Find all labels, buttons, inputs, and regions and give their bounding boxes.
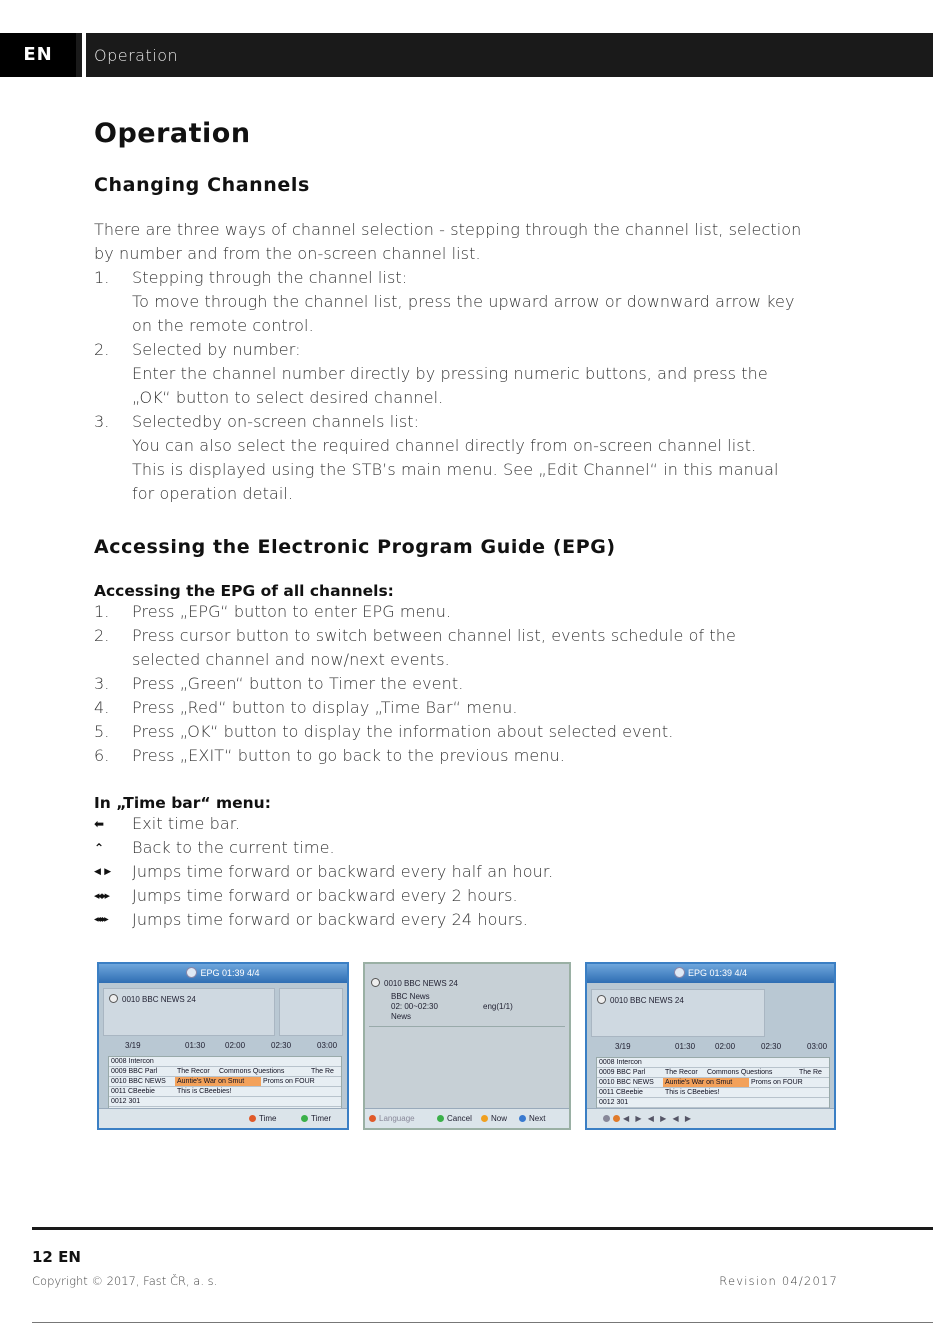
time-button[interactable]: Time — [249, 1114, 276, 1123]
list-item-detail — [94, 362, 854, 386]
list-item — [94, 266, 854, 290]
item-number: 1. — [94, 268, 110, 287]
item-number: 6. — [94, 746, 110, 765]
language-button[interactable]: Language — [369, 1114, 415, 1123]
content — [94, 118, 854, 932]
globe-icon — [674, 967, 685, 978]
channel-name: 0010 BBC NEWS 24 — [610, 996, 684, 1005]
table-row[interactable]: 0010 BBC NEWS Auntie's War on Smut Proms on FOUR — [597, 1078, 829, 1088]
table-row[interactable]: 0009 BBC Parl The Recor Commons Questions The Re — [597, 1068, 829, 1078]
intro-line: by number and from the on-screen channel list. — [94, 244, 481, 263]
channel-name: 0010 BBC NEWS 24 — [122, 995, 196, 1004]
copyright: Copyright © 2017, Fast ČR, a. s. — [32, 1274, 218, 1288]
timebar-item — [94, 836, 854, 860]
timebar-item — [94, 884, 854, 908]
list-item — [94, 696, 854, 720]
item-line: Press „OK“ button to display the information about selected event. — [132, 722, 674, 741]
epg-date: 3/19 — [125, 1041, 141, 1050]
time-label: 02:00 — [225, 1041, 246, 1050]
info-description — [369, 1026, 565, 1082]
item-line: You can also select the required channel directly from on-screen channel list. — [132, 436, 757, 455]
current-time-icon — [613, 1115, 620, 1122]
green-dot-icon — [301, 1115, 308, 1122]
list-item-detail — [94, 314, 854, 338]
item-title: Stepping through the channel list: — [132, 268, 408, 287]
epg-date: 3/19 — [615, 1042, 631, 1051]
table-row[interactable]: 0011 CBeebie This is CBeebies! — [597, 1088, 829, 1098]
epg-footer — [99, 1108, 347, 1128]
list-item — [94, 744, 854, 768]
bottom-line — [32, 1322, 933, 1323]
yellow-dot-icon — [481, 1115, 488, 1122]
info-channel: 0010 BBC NEWS 24 — [371, 978, 458, 988]
exit-icon — [603, 1115, 610, 1122]
page-title: Operation — [94, 118, 251, 149]
timebar-text: Jumps time forward or backward every half an hour. — [132, 862, 554, 881]
item-line: Press „EXIT“ button to go back to the previous menu. — [132, 746, 565, 765]
item-number: 5. — [94, 722, 110, 741]
item-title: Selected by number: — [132, 340, 301, 359]
table-row[interactable]: 0011 CBeebie This is CBeebies! — [109, 1087, 341, 1097]
item-line: for operation detail. — [132, 484, 294, 503]
changing-heading: Changing Channels — [94, 174, 310, 196]
info-line: 02: 00~02:30 — [391, 1002, 438, 1011]
time-label: 01:30 — [675, 1042, 696, 1051]
play-icon — [597, 995, 606, 1004]
item-number: 1. — [94, 602, 110, 621]
list-item — [94, 672, 854, 696]
table-row[interactable]: 0012 301 — [109, 1097, 341, 1107]
red-dot-icon — [249, 1115, 256, 1122]
channel-info-box — [591, 989, 765, 1037]
timebar-subheading: In „Time bar“ menu: — [94, 794, 271, 812]
item-line: selected channel and now/next events. — [132, 650, 450, 669]
item-number: 2. — [94, 340, 110, 359]
item-line: Press „Green“ button to Timer the event. — [132, 674, 464, 693]
table-row[interactable]: 0012 301 — [597, 1098, 829, 1108]
back-arrow-icon: ⬅ — [94, 817, 105, 831]
timebar-text: Jumps time forward or backward every 2 hours. — [132, 886, 518, 905]
table-row[interactable]: 0008 Intercon — [597, 1058, 829, 1068]
item-number: 4. — [94, 698, 110, 717]
time-label: 02:30 — [761, 1042, 782, 1051]
list-item-detail — [94, 290, 854, 314]
time-label: 01:30 — [185, 1041, 206, 1050]
table-row[interactable]: 0008 Intercon — [109, 1057, 341, 1067]
timebar-footer — [587, 1108, 834, 1128]
list-item — [94, 720, 854, 744]
left-right-arrows-icon: ◀ ▶ — [94, 867, 112, 877]
timebar-controls[interactable]: ◀ ▶ ◀ ▶ ◀ ▶ — [603, 1114, 693, 1123]
cancel-button[interactable]: Cancel — [437, 1114, 472, 1123]
item-line: This is displayed using the STB’s main menu. See „Edit Channel“ in this manual — [132, 460, 779, 479]
green-dot-icon — [437, 1115, 444, 1122]
next-button[interactable]: Next — [519, 1114, 545, 1123]
epg-grid — [108, 1056, 342, 1109]
item-line: Press „Red“ button to display „Time Bar“ menu. — [132, 698, 518, 717]
red-dot-icon — [369, 1115, 376, 1122]
item-line: Press cursor button to switch between channel list, events schedule of the — [132, 626, 736, 645]
time-label: 02:30 — [271, 1041, 292, 1050]
list-item — [94, 410, 854, 434]
channel-info-box — [103, 988, 275, 1036]
info-line: BBC News — [391, 992, 430, 1001]
time-label: 03:00 — [807, 1042, 828, 1051]
item-line: Enter the channel number directly by pressing numeric buttons, and press the — [132, 364, 768, 383]
intro-line: There are three ways of channel selection - stepping through the channel list, selection — [94, 220, 802, 239]
caret-up-icon: ⌃ — [94, 841, 105, 855]
item-title: Selectedby on-screen channels list: — [132, 412, 420, 431]
preview-box — [279, 988, 343, 1036]
play-icon — [109, 994, 118, 1003]
footer-rule — [32, 1227, 933, 1230]
list-item — [94, 338, 854, 362]
list-item — [94, 600, 854, 624]
table-row[interactable]: 0010 BBC NEWS Auntie's War on Smut Proms on FOUR — [109, 1077, 341, 1087]
list-item — [94, 624, 854, 648]
language-tab: EN — [0, 33, 76, 77]
list-item-detail — [94, 458, 854, 482]
timebar-text: Jumps time forward or backward every 24 hours. — [132, 910, 528, 929]
epg-screen-header: EPG 01:39 4/4 — [587, 964, 834, 983]
time-label: 02:00 — [715, 1042, 736, 1051]
header-separator — [82, 33, 86, 77]
timer-button[interactable]: Timer — [301, 1114, 331, 1123]
item-line: To move through the channel list, press the upward arrow or downward arrow key — [132, 292, 795, 311]
info-details — [391, 992, 438, 1022]
double-arrows-icon: ◀◀ ▶▶ — [94, 892, 108, 900]
table-row[interactable]: 0009 BBC Parl The Recor Commons Questions The Re — [109, 1067, 341, 1077]
timebar-text: Back to the current time. — [132, 838, 335, 857]
epg-subheading: Accessing the EPG of all channels: — [94, 582, 394, 600]
list-item-detail — [94, 386, 854, 410]
timebar-item — [94, 812, 854, 836]
revision: Revision 04/2017 — [719, 1274, 838, 1288]
epg-screen — [97, 962, 349, 1130]
list-item-detail — [94, 648, 854, 672]
now-button[interactable]: Now — [481, 1114, 507, 1123]
info-screen — [363, 962, 571, 1130]
item-line: „OK“ button to select desired channel. — [132, 388, 444, 407]
epg-grid — [596, 1057, 830, 1110]
item-line: Press „EPG“ button to enter EPG menu. — [132, 602, 452, 621]
triple-arrows-icon: ◀◀◀ ▶▶▶ — [94, 916, 107, 923]
epg-heading: Accessing the Electronic Program Guide (EPG) — [94, 536, 616, 558]
info-footer — [365, 1108, 569, 1128]
page-number: 12 EN — [32, 1248, 81, 1266]
item-line: on the remote control. — [132, 316, 314, 335]
section-name: Operation — [94, 46, 179, 65]
time-label: 03:00 — [317, 1041, 338, 1050]
epg-screen-header: EPG 01:39 4/4 — [99, 964, 347, 983]
list-item-detail — [94, 434, 854, 458]
globe-icon — [186, 967, 197, 978]
item-number: 2. — [94, 626, 110, 645]
epg-timebar-screen — [585, 962, 836, 1130]
timebar-text: Exit time bar. — [132, 814, 241, 833]
item-number: 3. — [94, 412, 110, 431]
play-icon — [371, 978, 380, 987]
blue-dot-icon — [519, 1115, 526, 1122]
item-number: 3. — [94, 674, 110, 693]
timebar-item — [94, 908, 854, 932]
list-item-detail — [94, 482, 854, 506]
timebar-item — [94, 860, 854, 884]
info-language: eng(1/1) — [483, 1002, 513, 1011]
info-line: News — [391, 1012, 412, 1021]
